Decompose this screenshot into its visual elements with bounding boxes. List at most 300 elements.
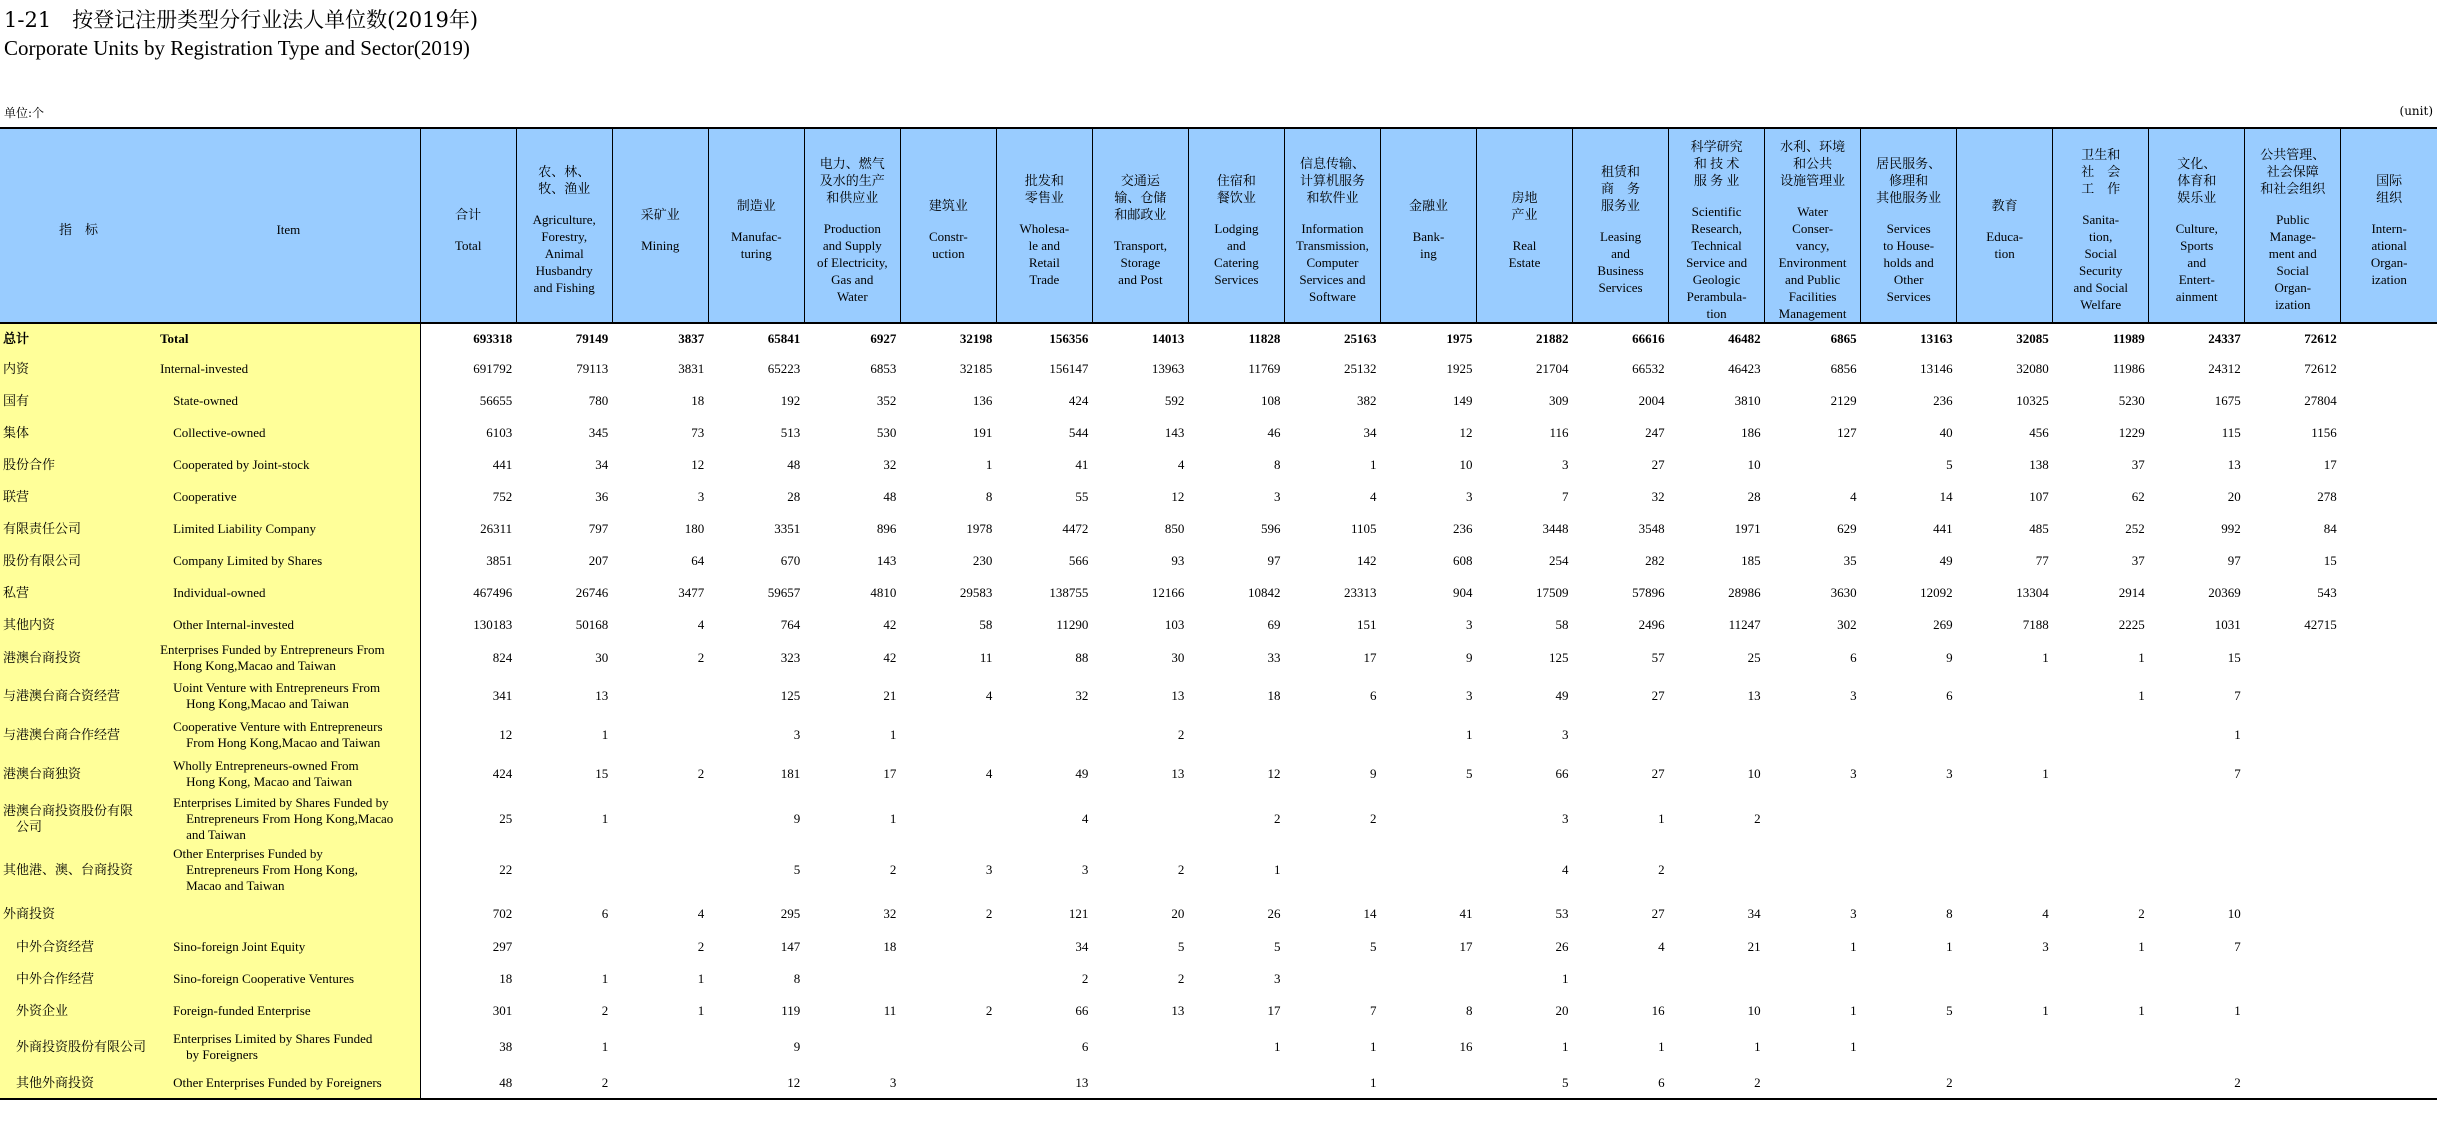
cell-value: 1978 <box>966 521 993 536</box>
cell-value: 10 <box>1459 457 1473 472</box>
cell-value: 20 <box>2227 489 2241 504</box>
row-label-en: Cooperative Venture with Entrepreneurs From Hong Kong,Macao and Taiwan <box>157 717 420 753</box>
cell-value: 3 <box>2042 939 2049 954</box>
row-label-cn: 集体 <box>0 417 157 449</box>
cell-value: 7188 <box>2022 617 2049 632</box>
cell-value: 3 <box>804 1067 900 1099</box>
cell-value <box>2341 481 2437 513</box>
row-label-en: Total <box>157 323 420 353</box>
cell-value: 42 <box>883 617 897 632</box>
cell-value: 3548 <box>1638 521 1665 536</box>
cell-value <box>2245 1027 2341 1067</box>
cell-value <box>1861 963 1957 995</box>
cell-value <box>1765 795 1861 843</box>
cell-value: 1971 <box>1734 521 1761 536</box>
cell-value: 1 <box>1284 1067 1380 1099</box>
cell-value: 1031 <box>2214 617 2241 632</box>
cell-value: 32080 <box>2016 361 2049 376</box>
cell-value: 5 <box>1946 457 1953 472</box>
cell-value: 2 <box>985 906 993 921</box>
cell-value: 42715 <box>2304 617 2337 632</box>
cell-value: 93 <box>1171 553 1185 568</box>
cell-value: 1 <box>1466 727 1473 742</box>
cell-value: 23313 <box>1343 585 1377 600</box>
cell-value: 36 <box>595 489 609 504</box>
cell-value: 1 <box>1754 1039 1761 1054</box>
cell-value: 341 <box>492 688 513 703</box>
cell-value: 35 <box>1843 553 1857 568</box>
cell-value: 32185 <box>959 361 993 376</box>
column-header-en: Total <box>454 237 482 253</box>
cell-value: 4 <box>1081 811 1089 826</box>
cell-value: 1 <box>601 971 609 986</box>
cell-value: 66 <box>1555 766 1569 781</box>
cell-value: 2 <box>1754 811 1761 826</box>
cell-value: 3 <box>1562 727 1569 742</box>
cell-value: 13304 <box>2016 585 2049 600</box>
cell-value <box>2341 545 2437 577</box>
cell-value: 7 <box>1562 489 1569 504</box>
cell-value: 79149 <box>575 330 609 346</box>
cell-value: 282 <box>1645 553 1665 568</box>
cell-value: 49 <box>1075 766 1089 781</box>
column-header <box>0 128 157 323</box>
row-label-cn: 其他内资 <box>0 609 157 641</box>
cell-value <box>612 795 708 843</box>
cell-value: 32 <box>883 457 897 472</box>
cell-value: 2 <box>1177 862 1185 877</box>
row-label-cn: 私营 <box>0 577 157 609</box>
cell-value <box>2245 717 2341 753</box>
cell-value: 30 <box>1171 650 1185 665</box>
column-header-en: Lodging and Catering Services <box>1214 220 1259 287</box>
cell-value: 8 <box>1466 1003 1473 1018</box>
row-label-cn: 有限责任公司 <box>0 513 157 545</box>
cell-value: 13 <box>1171 688 1185 703</box>
cell-value: 2004 <box>1638 393 1665 408</box>
cell-value <box>1861 795 1957 843</box>
cell-value: 2 <box>697 650 705 665</box>
row-label-cn: 股份有限公司 <box>0 545 157 577</box>
cell-value: 151 <box>1356 617 1377 632</box>
cell-value: 352 <box>876 393 897 408</box>
cell-value: 1 <box>2042 650 2049 665</box>
cell-value: 22 <box>499 862 513 877</box>
column-header-cn: 科学研究 和 技 术 服 务 业 <box>1690 138 1743 188</box>
row-label-en: Enterprises Limited by Shares Funded by Entrepreneurs From Hong Kong,Macao and Taiwan <box>157 795 420 843</box>
cell-value: 6 <box>1946 688 1953 703</box>
cell-value: 7 <box>1369 1003 1377 1018</box>
cell-value: 10325 <box>2016 393 2049 408</box>
cell-value: 4472 <box>1062 521 1089 536</box>
row-label-cn: 外资企业 <box>0 995 157 1027</box>
cell-value: 3 <box>1946 766 1953 781</box>
cell-value: 230 <box>972 553 993 568</box>
cell-value: 5 <box>1466 766 1473 781</box>
column-header <box>2053 128 2149 323</box>
cell-value: 17 <box>1267 1003 1281 1018</box>
cell-value: 17 <box>2323 457 2337 472</box>
column-header <box>516 128 612 323</box>
cell-value: 3851 <box>486 553 513 568</box>
column-header-en: Culture, Sports and Entert- ainment <box>2175 220 2218 304</box>
cell-value <box>2245 753 2341 795</box>
cell-value <box>1765 1067 1861 1099</box>
cell-value: 17 <box>883 766 897 781</box>
cell-value <box>1284 717 1380 753</box>
column-header-cn: 住宿和 餐饮业 <box>1216 172 1256 205</box>
column-header <box>2341 128 2437 323</box>
cell-value <box>2245 963 2341 995</box>
cell-value: 16 <box>1459 1039 1473 1054</box>
cell-value: 1 <box>889 811 897 826</box>
cell-value: 16 <box>1651 1003 1665 1018</box>
cell-value: 17509 <box>1536 585 1569 600</box>
cell-value: 20369 <box>2208 585 2241 600</box>
row-label-en: Enterprises Limited by Shares Funded by Foreigners <box>157 1027 420 1067</box>
row-label-en: Sino-foreign Cooperative Ventures <box>157 963 420 995</box>
cell-value: 125 <box>780 688 801 703</box>
cell-value <box>1957 795 2053 843</box>
cell-value <box>2341 1067 2437 1099</box>
cell-value: 21 <box>883 688 897 703</box>
cell-value <box>1573 717 1669 753</box>
cell-value: 2 <box>1669 1067 1765 1099</box>
cell-value: 3351 <box>774 521 801 536</box>
cell-value: 6 <box>1369 688 1377 703</box>
cell-value: 608 <box>1453 553 1473 568</box>
cell-value: 27 <box>1651 766 1665 781</box>
cell-value: 10 <box>1747 457 1761 472</box>
cell-value: 50168 <box>575 617 609 632</box>
cell-value <box>2341 577 2437 609</box>
cell-value: 295 <box>780 906 801 921</box>
cell-value: 693318 <box>473 330 513 346</box>
cell-value: 1 <box>1658 1039 1665 1054</box>
cell-value: 119 <box>781 1003 801 1018</box>
cell-value: 691792 <box>473 361 513 376</box>
cell-value: 247 <box>1645 425 1665 440</box>
cell-value: 27804 <box>2304 393 2337 408</box>
cell-value: 2 <box>601 1003 609 1018</box>
cell-value: 1 <box>2042 1003 2049 1018</box>
table-row <box>0 417 2437 449</box>
cell-value: 11 <box>979 650 993 665</box>
cell-value: 115 <box>2221 425 2241 440</box>
cell-value: 4 <box>985 766 993 781</box>
cell-value <box>612 1067 708 1099</box>
cell-value: 592 <box>1164 393 1185 408</box>
cell-value: 6927 <box>870 330 897 346</box>
cell-value: 13 <box>1747 688 1761 703</box>
column-header-en: Leasing and Business Services <box>1597 229 1644 295</box>
cell-value: 25 <box>499 811 513 826</box>
cell-value: 41 <box>1075 457 1089 472</box>
cell-value: 5 <box>1369 939 1377 954</box>
column-header-en: Agriculture, Forestry, Animal Husbandry and Fishing <box>532 212 596 295</box>
cell-value <box>1188 1067 1284 1099</box>
cell-value: 3 <box>1466 489 1473 504</box>
cell-value <box>2341 609 2437 641</box>
row-label-en: Other Enterprises Funded by Foreigners <box>157 1067 420 1099</box>
cell-value: 2 <box>697 939 705 954</box>
cell-value: 543 <box>2317 585 2337 600</box>
cell-value <box>2341 353 2437 385</box>
column-header-cn: 合计 <box>455 206 482 222</box>
cell-value <box>900 717 996 753</box>
cell-value: 41 <box>1459 906 1473 921</box>
cell-value: 15 <box>2323 553 2337 568</box>
cell-value: 9 <box>1946 650 1953 665</box>
cell-value: 192 <box>780 393 801 408</box>
cell-value <box>2053 843 2149 897</box>
cell-value: 2 <box>1177 727 1185 742</box>
cell-value: 3630 <box>1830 585 1857 600</box>
cell-value: 21 <box>1747 939 1761 954</box>
cell-value <box>1765 843 1861 897</box>
row-label-en: Foreign-funded Enterprise <box>157 995 420 1027</box>
cell-value <box>2053 753 2149 795</box>
cell-value: 11828 <box>1248 330 1281 346</box>
cell-value: 27 <box>1651 688 1665 703</box>
table-row <box>0 843 2437 897</box>
cell-value: 72612 <box>2304 361 2337 376</box>
column-header-en: Public Manage- ment and Social Organ- ization <box>2268 212 2317 312</box>
cell-value: 6 <box>1081 1039 1089 1054</box>
cell-value: 6 <box>601 906 609 921</box>
cell-value <box>1092 1067 1188 1099</box>
cell-value: 456 <box>2029 425 2049 440</box>
row-label-cn: 外商投资 <box>0 897 157 931</box>
column-header-cn: 房地 产业 <box>1511 189 1538 222</box>
cell-value: 8 <box>985 489 993 504</box>
cell-value: 103 <box>1164 617 1185 632</box>
row-label-en: Other Internal-invested <box>157 609 420 641</box>
cell-value: 2 <box>2138 906 2145 921</box>
cell-value <box>1957 843 2053 897</box>
cell-value: 14 <box>1939 489 1953 504</box>
cell-value: 14 <box>1363 906 1377 921</box>
cell-value: 84 <box>2323 521 2337 536</box>
cell-value: 5 <box>1946 1003 1953 1018</box>
cell-value: 8 <box>1946 906 1953 921</box>
cell-value <box>1861 717 1957 753</box>
cell-value: 302 <box>1837 617 1857 632</box>
cell-value: 3 <box>1466 688 1473 703</box>
cell-value: 24337 <box>2208 330 2241 346</box>
cell-value: 2 <box>2149 1067 2245 1099</box>
column-header-cn: 教育 <box>1991 198 2018 213</box>
cell-value <box>2149 795 2245 843</box>
cell-value <box>2341 963 2437 995</box>
cell-value <box>2341 675 2437 717</box>
cell-value: 4 <box>1177 457 1185 472</box>
cell-value: 1 <box>2138 1003 2145 1018</box>
cell-value: 66616 <box>1632 330 1665 346</box>
row-label-cn: 国有 <box>0 385 157 417</box>
cell-value <box>612 717 708 753</box>
cell-value: 121 <box>1068 906 1089 921</box>
cell-value: 34 <box>1075 939 1089 954</box>
column-header-cn: 公共管理、 社会保障 和社会组织 <box>2260 147 2326 196</box>
row-label-cn: 港澳台商独资 <box>0 753 157 795</box>
cell-value: 49 <box>1939 553 1953 568</box>
cell-value: 1 <box>2042 766 2049 781</box>
cell-value <box>2341 795 2437 843</box>
row-label-en: Uoint Venture with Entrepreneurs From Hong Kong,Macao and Taiwan <box>157 675 420 717</box>
cell-value <box>1380 843 1476 897</box>
cell-value: 1 <box>1850 939 1857 954</box>
cell-value <box>2245 843 2341 897</box>
cell-value: 26746 <box>575 585 609 600</box>
table-row <box>0 353 2437 385</box>
row-label-cn: 中外合资经营 <box>0 931 157 963</box>
table-row <box>0 641 2437 675</box>
cell-value: 12 <box>708 1067 804 1099</box>
cell-value: 186 <box>1741 425 1761 440</box>
table-row <box>0 675 2437 717</box>
cell-value <box>612 1027 708 1067</box>
cell-value: 485 <box>2029 521 2049 536</box>
cell-value: 57896 <box>1632 585 1665 600</box>
cell-value: 26311 <box>480 521 513 536</box>
cell-value <box>900 931 996 963</box>
cell-value <box>2341 931 2437 963</box>
cell-value: 12 <box>1459 425 1473 440</box>
cell-value: 1229 <box>2118 425 2145 440</box>
cell-value: 10842 <box>1247 585 1281 600</box>
cell-value: 5 <box>1477 1067 1573 1099</box>
cell-value: 3448 <box>1542 521 1569 536</box>
column-header <box>900 128 996 323</box>
column-header-en: Water Conser- vancy, Environment and Public Facilities Management <box>1778 203 1847 321</box>
cell-value <box>2149 1027 2245 1067</box>
cell-value: 3 <box>1850 766 1857 781</box>
cell-value: 345 <box>588 425 609 440</box>
cell-value: 4 <box>1562 862 1569 877</box>
cell-value: 18 <box>1267 688 1281 703</box>
cell-value <box>2341 753 2437 795</box>
cell-value <box>1957 963 2053 995</box>
column-header-cn: 水利、环境 和公共 设施管理业 <box>1780 138 1846 188</box>
table-row <box>0 795 2437 843</box>
cell-value: 4 <box>985 688 993 703</box>
column-header-cn: 卫生和 社 会 工 作 <box>2081 147 2121 196</box>
row-label-en: Other Enterprises Funded by Entrepreneurs From Hong Kong, Macao and Taiwan <box>157 843 420 897</box>
cell-value <box>900 1027 996 1067</box>
column-header <box>157 128 420 323</box>
row-label-cn: 港澳台商投资 <box>0 641 157 675</box>
cell-value: 138 <box>2029 457 2049 472</box>
row-label-cn: 外商投资股份有限公司 <box>0 1027 157 1067</box>
column-header <box>1380 128 1476 323</box>
cell-value: 3 <box>1081 862 1089 877</box>
cell-value: 278 <box>2317 489 2337 504</box>
cell-value <box>1669 717 1765 753</box>
cell-value: 11769 <box>1248 361 1281 376</box>
cell-value <box>1957 1027 2053 1067</box>
cell-value: 3 <box>1850 688 1857 703</box>
header-row <box>0 128 2437 323</box>
row-label-en <box>157 897 420 931</box>
table-row <box>0 449 2437 481</box>
table-row <box>0 609 2437 641</box>
column-header-en: Wholesa- le and Retail Trade <box>1019 220 1070 287</box>
column-header-cn: 租赁和 商 务 服务业 <box>1601 164 1641 213</box>
cell-value: 1 <box>2234 727 2241 742</box>
cell-value: 10 <box>1747 1003 1761 1018</box>
cell-value: 7 <box>2234 688 2241 703</box>
table-row <box>0 545 2437 577</box>
cell-value: 3 <box>1466 617 1473 632</box>
column-header <box>708 128 804 323</box>
cell-value: 1 <box>1562 971 1569 986</box>
cell-value: 46423 <box>1728 361 1761 376</box>
cell-value: 3 <box>1850 906 1857 921</box>
cell-value: 29583 <box>959 585 993 600</box>
cell-value <box>2341 417 2437 449</box>
cell-value <box>2053 963 2149 995</box>
cell-value: 12 <box>499 727 513 742</box>
cell-value: 236 <box>1933 393 1953 408</box>
cell-value <box>2341 717 2437 753</box>
cell-value: 156356 <box>1049 330 1089 346</box>
cell-value <box>2245 795 2341 843</box>
cell-value: 181 <box>780 766 801 781</box>
cell-value: 28 <box>787 489 801 504</box>
column-header-en: Production and Supply of Electricity, Gas and Water <box>816 220 888 304</box>
row-label-en: Enterprises Funded by Entrepreneurs From Hong Kong,Macao and Taiwan <box>157 641 420 675</box>
cell-value: 2 <box>1273 811 1281 826</box>
cell-value <box>2245 641 2341 675</box>
cell-value: 18 <box>499 971 513 986</box>
cell-value: 149 <box>1453 393 1473 408</box>
column-header-en: Transport, Storage and Post <box>1113 237 1168 287</box>
cell-value <box>612 843 708 897</box>
cell-value <box>612 675 708 717</box>
cell-value <box>1380 963 1476 995</box>
column-header-en: Mining <box>641 237 680 253</box>
cell-value: 34 <box>1747 906 1761 921</box>
cell-value: 670 <box>780 553 801 568</box>
cell-value: 3477 <box>678 585 705 600</box>
cell-value: 46482 <box>1728 330 1761 346</box>
cell-value: 17 <box>1459 939 1473 954</box>
row-label-cn: 其他外商投资 <box>0 1067 157 1099</box>
cell-value: 1 <box>601 1039 609 1054</box>
column-header <box>804 128 900 323</box>
table-row <box>0 513 2437 545</box>
table-title-en: Corporate Units by Registration Type and Sector(2019) <box>4 36 470 60</box>
column-header-en: Intern- ational Organ- ization <box>2370 220 2408 287</box>
cell-value <box>1765 717 1861 753</box>
cell-value: 1 <box>2138 688 2145 703</box>
cell-value: 28 <box>1747 489 1761 504</box>
cell-value: 12092 <box>1920 585 1953 600</box>
cell-value: 6 <box>1850 650 1857 665</box>
cell-value: 58 <box>1555 617 1569 632</box>
cell-value: 10 <box>2227 906 2241 921</box>
row-label-cn: 与港澳台商合作经营 <box>0 717 157 753</box>
cell-value: 185 <box>1741 553 1761 568</box>
cell-value: 18 <box>691 393 705 408</box>
cell-value: 97 <box>2227 553 2241 568</box>
cell-value: 136 <box>972 393 993 408</box>
cell-value: 26 <box>1267 906 1281 921</box>
table-title-cn: 1-21 按登记注册类型分行业法人单位数(2019年) <box>4 8 479 32</box>
column-header-cn: 电力、燃气 及水的生产 和供应业 <box>819 155 885 205</box>
column-header-en: Sanita- tion, Social Security and Social Welfare <box>2073 212 2128 312</box>
